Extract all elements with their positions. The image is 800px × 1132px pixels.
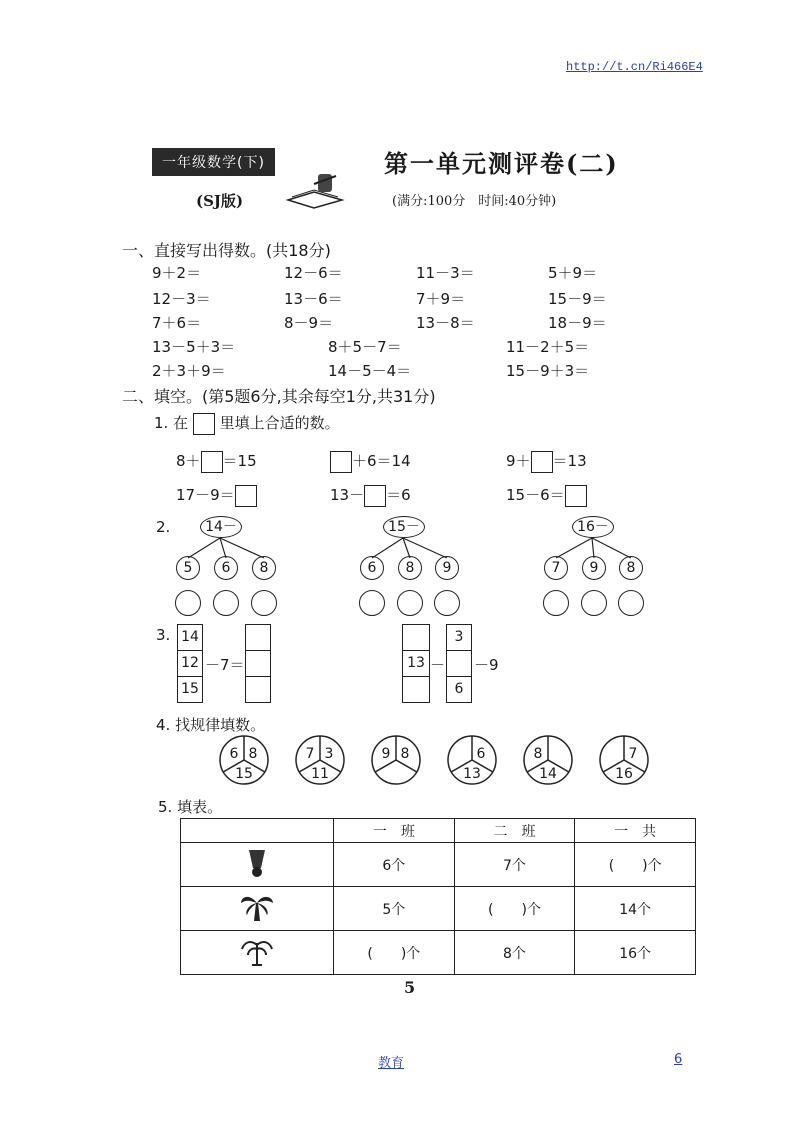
table-header: 二 班: [454, 819, 575, 843]
answer-box-sample: [193, 413, 215, 435]
tree3-answer-circle[interactable]: [581, 590, 607, 616]
q3-right-column: [446, 624, 472, 703]
tree1-answer-circle[interactable]: [213, 590, 239, 616]
q1-item6-pre: 15－6＝: [506, 486, 565, 504]
s1-row5-c1: 2＋3＋9＝: [152, 362, 226, 380]
wheel-number: 8: [248, 746, 258, 762]
answer-box[interactable]: [201, 451, 223, 473]
answer-box[interactable]: [330, 451, 352, 473]
q2-label: 2.: [156, 518, 171, 536]
wheel-number: 15: [235, 766, 253, 782]
q1-item5: [330, 484, 411, 507]
tree2-answer-circle[interactable]: [434, 590, 460, 616]
q1-item1-pre: 8＋: [176, 452, 201, 470]
tree2-child: 6: [360, 556, 384, 580]
q3-right-cell: 6: [454, 681, 464, 697]
wheel-number: 7: [628, 746, 638, 762]
q1-item1-post: ＝15: [222, 452, 257, 470]
s1-row4-c2: 8＋5－7＝: [328, 338, 402, 356]
s1-row4-c3: 11－2＋5＝: [506, 338, 590, 356]
s1-row1-c1: 9＋2＝: [152, 264, 202, 282]
wheel-number: 6: [476, 746, 486, 762]
tree2-child: 8: [398, 556, 422, 580]
wheel-number: 11: [311, 766, 329, 782]
edition-label: (SJ版): [196, 192, 244, 210]
s1-row4-c1: 13－5＋3＝: [152, 338, 236, 356]
s1-row2-c4: 15－9＝: [548, 290, 607, 308]
q3-right-mid-cell: 13: [403, 651, 429, 677]
tree1-answer-circle[interactable]: [175, 590, 201, 616]
q1-item3: [506, 450, 587, 473]
table-cell[interactable]: ( )个: [575, 843, 696, 887]
wheel-number: 8: [400, 746, 410, 762]
tree3-answer-circle[interactable]: [543, 590, 569, 616]
section1-heading: 一、直接写出得数。(共18分): [122, 241, 331, 260]
tree-connectors: [170, 528, 690, 568]
tree1-child: 8: [252, 556, 276, 580]
page-title: 第一单元测评卷(二): [384, 149, 619, 178]
plant-icon: [181, 931, 334, 975]
q1-instruction: [154, 412, 340, 435]
q3-right-minus: －: [430, 656, 446, 674]
table-cell: 14个: [575, 887, 696, 931]
book-icon: [284, 170, 346, 214]
table-cell: 16个: [575, 931, 696, 975]
answer-box[interactable]: [364, 485, 386, 507]
q3-right-operator: －9: [474, 656, 499, 674]
q1-item5-pre: 13－: [330, 486, 365, 504]
q4-label: 4. 找规律填数。: [156, 716, 266, 734]
q5-label: 5. 填表。: [158, 798, 223, 816]
q3-right-cell[interactable]: [447, 651, 471, 677]
page-number: 5: [404, 978, 416, 997]
wheel-number: 9: [381, 746, 391, 762]
q1-label: 1. 在: [154, 414, 189, 432]
wheel-number: 3: [324, 746, 334, 762]
wheel-number: 13: [463, 766, 481, 782]
s1-row2-c3: 7＋9＝: [416, 290, 466, 308]
table-row: [181, 887, 696, 931]
s1-row3-c4: 18－9＝: [548, 314, 607, 332]
q3-left-column: [177, 624, 203, 703]
q3-label: 3.: [156, 626, 171, 644]
s1-row3-c2: 8－9＝: [284, 314, 334, 332]
pattern-wheels: [218, 734, 658, 786]
wheel-number: 16: [615, 766, 633, 782]
table-row: [181, 843, 696, 887]
tree3-child: 8: [619, 556, 643, 580]
source-link[interactable]: http://t.cn/Ri466E4: [566, 60, 703, 74]
q1-item1: [176, 450, 257, 473]
answer-box[interactable]: [235, 485, 257, 507]
table-row: [181, 931, 696, 975]
tree3-child: 9: [582, 556, 606, 580]
q3-left-cell: 12: [178, 651, 202, 677]
tree1-top: 14－: [200, 516, 242, 538]
wheel-number: 14: [539, 766, 557, 782]
tree2-answer-circle[interactable]: [359, 590, 385, 616]
q1-item4: [176, 484, 257, 507]
answer-box[interactable]: [565, 485, 587, 507]
s1-row5-c2: 14－5－4＝: [328, 362, 412, 380]
tree3-answer-circle[interactable]: [618, 590, 644, 616]
table-header: 一 共: [575, 819, 696, 843]
table-header-blank: [181, 819, 334, 843]
shuttlecock-icon: [181, 843, 334, 887]
tree1-answer-circle[interactable]: [251, 590, 277, 616]
q3-answer-cell[interactable]: [403, 625, 429, 651]
table-cell[interactable]: ( )个: [334, 931, 455, 975]
tree3-top: 16－: [572, 516, 614, 538]
footer-link[interactable]: 教育: [378, 1056, 405, 1071]
s1-row1-c3: 11－3＝: [416, 264, 475, 282]
q1-item2-post: ＋6＝14: [352, 452, 411, 470]
wheel-number: 7: [305, 746, 315, 762]
q3-answer-cell[interactable]: [246, 625, 270, 651]
tree2-answer-circle[interactable]: [397, 590, 423, 616]
count-table: [180, 818, 696, 975]
s1-row3-c3: 13－8＝: [416, 314, 475, 332]
table-cell: 8个: [454, 931, 575, 975]
q3-right-cell: 3: [447, 625, 471, 651]
table-cell: 5个: [334, 887, 455, 931]
s1-row1-c2: 12－6＝: [284, 264, 343, 282]
q1-item3-pre: 9＋: [506, 452, 531, 470]
palm-tree-icon: [181, 887, 334, 931]
s1-row5-c3: 15－9＋3＝: [506, 362, 590, 380]
s1-row1-c4: 5＋9＝: [548, 264, 598, 282]
table-cell: 6个: [334, 843, 455, 887]
section2-heading: 二、填空。(第5题6分,其余每空1分,共31分): [122, 387, 436, 406]
s1-row3-c1: 7＋6＝: [152, 314, 202, 332]
q3-left-cell: 15: [181, 681, 199, 697]
q1-item5-post: ＝6: [386, 486, 411, 504]
s1-row2-c2: 13－6＝: [284, 290, 343, 308]
q3-answer-cell[interactable]: [403, 677, 429, 702]
answer-box[interactable]: [531, 451, 553, 473]
q3-answer-cell[interactable]: [246, 677, 270, 702]
grade-badge: 一年级数学(下): [152, 148, 275, 176]
q3-right-answer-column: [402, 624, 430, 703]
wheel-number: 8: [533, 746, 543, 762]
tree2-child: 9: [435, 556, 459, 580]
q1-item3-post: ＝13: [552, 452, 587, 470]
q1-item2: [330, 450, 411, 473]
q3-answer-cell[interactable]: [246, 651, 270, 677]
q1-label-after: 里填上合适的数。: [219, 414, 340, 432]
exam-meta: (满分:100分 时间:40分钟): [392, 194, 557, 209]
q3-left-cell: 14: [178, 625, 202, 651]
tree1-child: 6: [214, 556, 238, 580]
footer-page[interactable]: 6: [674, 1052, 683, 1067]
q1-item4-pre: 17－9＝: [176, 486, 235, 504]
wheel-number: 6: [229, 746, 239, 762]
s1-row2-c1: 12－3＝: [152, 290, 211, 308]
tree1-child: 5: [176, 556, 200, 580]
table-header: 一 班: [334, 819, 455, 843]
tree2-top: 15－: [383, 516, 425, 538]
tree3-child: 7: [544, 556, 568, 580]
q1-item6: [506, 484, 587, 507]
q3-left-operator: －7＝: [205, 656, 245, 674]
q3-left-answer-column: [245, 624, 271, 703]
table-cell: 7个: [454, 843, 575, 887]
table-cell[interactable]: ( )个: [454, 887, 575, 931]
